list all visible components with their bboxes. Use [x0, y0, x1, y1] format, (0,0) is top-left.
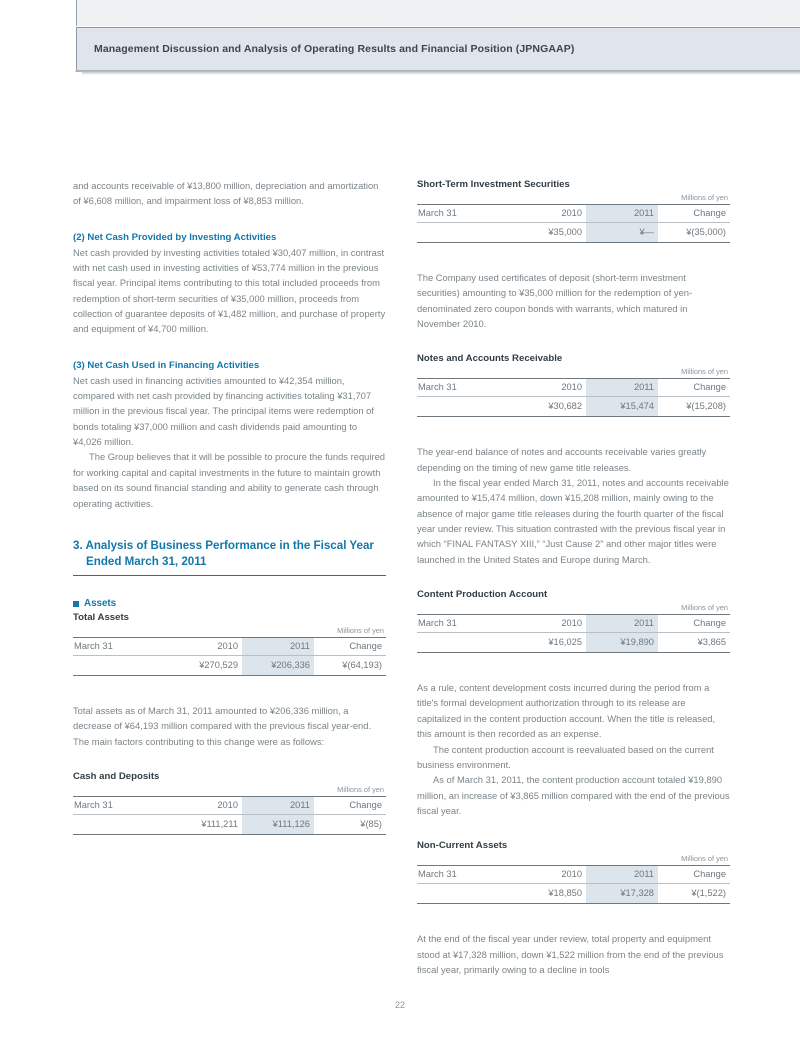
table-title-non-current-assets: Non-Current Assets [417, 840, 508, 852]
cell-2011: ¥111,126 [242, 814, 314, 834]
table-header-row [417, 615, 730, 633]
column-header-change: Change [314, 796, 386, 814]
spacer [73, 337, 386, 358]
spacer [73, 576, 386, 597]
column-header-date: March 31 [73, 796, 168, 814]
table-short-term-investment-securities [417, 204, 730, 243]
right-column [417, 178, 730, 977]
table-unit-label: Millions of yen [681, 603, 728, 613]
column-header-2010: 2010 [512, 205, 586, 223]
cell-2011: ¥19,890 [586, 633, 658, 653]
cell-2010: ¥35,000 [512, 223, 586, 243]
spacer [73, 209, 386, 230]
cell-change: ¥(85) [314, 814, 386, 834]
table-unit-label: Millions of yen [681, 367, 728, 377]
spacer [417, 417, 730, 444]
spacer [73, 676, 386, 703]
header-top-panel [76, 0, 800, 26]
table-header-row [73, 637, 386, 655]
cell-2011: ¥206,336 [242, 655, 314, 675]
table-header-row [73, 796, 386, 814]
table-unit-label: Millions of yen [337, 625, 384, 635]
table-row [417, 397, 730, 417]
cell-2011: ¥17,328 [586, 884, 658, 904]
table-notes-and-accounts-receivable [417, 378, 730, 417]
table-cpa-wrap [417, 602, 730, 653]
column-header-2011: 2011 [586, 866, 658, 884]
column-header-2010: 2010 [168, 637, 242, 655]
spacer [417, 904, 730, 931]
table-total-assets [73, 637, 386, 676]
row-label-empty [417, 884, 512, 904]
column-header-date: March 31 [417, 205, 512, 223]
paragraph-nar-b: In the fiscal year ended March 31, 2011, notes and accounts receivable amounted to ¥15,474 million, down ¥15,208 million, mainly owing to the absence of major game title releases during the fourth quarter of the fiscal year under review. This situation contrasted with the previous fiscal year in which “FINAL FANTASY XIII,” “Just Cause 2” and other major titles were launched in the United States and Europe during March. [417, 477, 729, 565]
page-header [0, 0, 800, 95]
table-header-row [417, 205, 730, 223]
table-row [73, 655, 386, 675]
paragraph-cpa-b: The content production account is reevaluated based on the current business environment. [417, 743, 714, 770]
paragraph-nar-a: The year-end balance of notes and accounts receivable varies greatly depending on the timing of new game title releases. [417, 446, 707, 473]
spacer [417, 567, 730, 588]
column-header-2011: 2011 [242, 796, 314, 814]
section-heading-analysis [73, 538, 386, 576]
column-header-date: March 31 [73, 637, 168, 655]
column-header-2010: 2010 [512, 379, 586, 397]
header-title-band [76, 27, 800, 71]
paragraph-financing-activities-b: The Group believes that it will be possible to procure the funds required for working capital and capital investments in the future to maintain growth based on its sound financial standing and ability to generate cash through operating activities. [73, 451, 385, 509]
column-header-change: Change [658, 866, 730, 884]
table-nca-wrap [417, 853, 730, 904]
column-header-change: Change [658, 379, 730, 397]
heading-investing-activities: (2) Net Cash Provided by Investing Activities [73, 231, 277, 243]
column-header-2011: 2011 [586, 205, 658, 223]
spacer [73, 511, 386, 538]
cell-2010: ¥16,025 [512, 633, 586, 653]
column-header-2011: 2011 [242, 637, 314, 655]
cell-2010: ¥30,682 [512, 397, 586, 417]
cell-2011: ¥— [586, 223, 658, 243]
column-header-change: Change [658, 205, 730, 223]
cell-2010: ¥111,211 [168, 814, 242, 834]
assets-subsection-heading [73, 597, 386, 611]
cell-2010: ¥270,529 [168, 655, 242, 675]
table-sti-wrap [417, 192, 730, 243]
table-unit-label: Millions of yen [681, 854, 728, 864]
table-title-cash-and-deposits: Cash and Deposits [73, 770, 160, 782]
column-header-2011: 2011 [586, 615, 658, 633]
table-non-current-assets [417, 865, 730, 904]
column-header-2011: 2011 [586, 379, 658, 397]
table-unit-label: Millions of yen [337, 784, 384, 794]
column-header-2010: 2010 [512, 866, 586, 884]
table-row [417, 633, 730, 653]
heading-financing-activities: (3) Net Cash Used in Financing Activities [73, 359, 260, 371]
table-content-production-account [417, 614, 730, 653]
column-header-2010: 2010 [512, 615, 586, 633]
cell-2011: ¥15,474 [586, 397, 658, 417]
table-header-row [417, 379, 730, 397]
row-label-empty [417, 223, 512, 243]
column-header-change: Change [314, 637, 386, 655]
paragraph-short-term-investment-securities: The Company used certificates of deposit (short-term investment securities) amounting to ¥35,000 million for the redemption of yen-denominated zero coupon bonds with warrants, which matured in November 2010. [417, 272, 693, 330]
paragraph-intro: and accounts receivable of ¥13,800 million, depreciation and amortization of ¥6,608 million, and impairment loss of ¥8,853 million. [73, 180, 379, 207]
spacer [417, 243, 730, 270]
spacer [73, 749, 386, 770]
paragraph-cpa-c: As of March 31, 2011, the content production account totaled ¥19,890 million, an increase of ¥3,865 million compared with the end of the previous fiscal year. [417, 774, 730, 816]
assets-heading-label: Assets [84, 597, 117, 609]
cell-change: ¥(15,208) [658, 397, 730, 417]
spacer [417, 818, 730, 839]
table-title-content-production-account: Content Production Account [417, 589, 548, 601]
column-header-date: March 31 [417, 379, 512, 397]
page-title: Management Discussion and Analysis of Operating Results and Financial Position (JPNGAAP) [94, 43, 575, 55]
row-label-empty [417, 397, 512, 417]
left-column [73, 178, 386, 835]
cell-change: ¥(64,193) [314, 655, 386, 675]
table-total-assets-wrap [73, 625, 386, 676]
cell-change: ¥(35,000) [658, 223, 730, 243]
table-header-row [417, 866, 730, 884]
spacer [417, 653, 730, 680]
paragraph-total-assets: Total assets as of March 31, 2011 amounted to ¥206,336 million, a decrease of ¥64,193 million compared with the previous fiscal year-end. The main factors contributing to this change were as follows: [73, 704, 372, 747]
cell-2010: ¥18,850 [512, 884, 586, 904]
header-shadow [82, 71, 800, 75]
table-nar-wrap [417, 366, 730, 417]
column-header-date: March 31 [417, 615, 512, 633]
column-header-change: Change [658, 615, 730, 633]
table-title-short-term-investment-securities: Short-Term Investment Securities [417, 179, 570, 190]
table-row [417, 223, 730, 243]
row-label-empty [73, 655, 168, 675]
row-label-empty [73, 814, 168, 834]
table-row [73, 814, 386, 834]
table-cash-and-deposits [73, 796, 386, 835]
table-unit-label: Millions of yen [681, 193, 728, 202]
column-header-2010: 2010 [168, 796, 242, 814]
table-cash-deposits-wrap [73, 784, 386, 835]
cell-change: ¥(1,522) [658, 884, 730, 904]
cell-change: ¥3,865 [658, 633, 730, 653]
table-row [417, 884, 730, 904]
section-heading-line-2: Ended March 31, 2011 [86, 555, 207, 569]
table-title-total-assets: Total Assets [73, 611, 129, 623]
table-title-notes-and-accounts-receivable: Notes and Accounts Receivable [417, 353, 563, 365]
paragraph-non-current-assets: At the end of the fiscal year under review, total property and equipment stood at ¥17,328 million, down ¥1,522 million from the end of the previous fiscal year, primarily owing to a decline in tools [417, 933, 724, 975]
spacer [417, 331, 730, 352]
paragraph-financing-activities-a: Net cash used in financing activities amounted to ¥42,354 million, compared with net cash provided by financing activities totaling ¥31,707 million in the previous fiscal year. The principal items were redemption of bonds totaling ¥37,000 million and cash dividends paid amounting to ¥4,026 million. [73, 374, 375, 448]
row-label-empty [417, 633, 512, 653]
paragraph-cpa-a: As a rule, content development costs incurred during the period from a title's formal development authorization through to its release are capitalized in the content production account. When the title is released, this amount is then recorded as an expense. [417, 682, 716, 740]
column-header-date: March 31 [417, 866, 512, 884]
square-bullet-icon [73, 601, 79, 607]
section-heading-line-1: 3. Analysis of Business Performance in the Fiscal Year [73, 538, 374, 552]
page-number: 22 [394, 1000, 405, 1010]
paragraph-investing-activities: Net cash provided by investing activities totaled ¥30,407 million, in contrast with net cash used in investing activities of ¥53,774 million in the previous fiscal year. Principal items contributing to this total included proceeds from redemption of short-term securities of ¥35,000 million, proceeds from collection of guarantee deposits of ¥1,482 million, and purchase of property and equipment of ¥4,700 million. [73, 246, 386, 335]
